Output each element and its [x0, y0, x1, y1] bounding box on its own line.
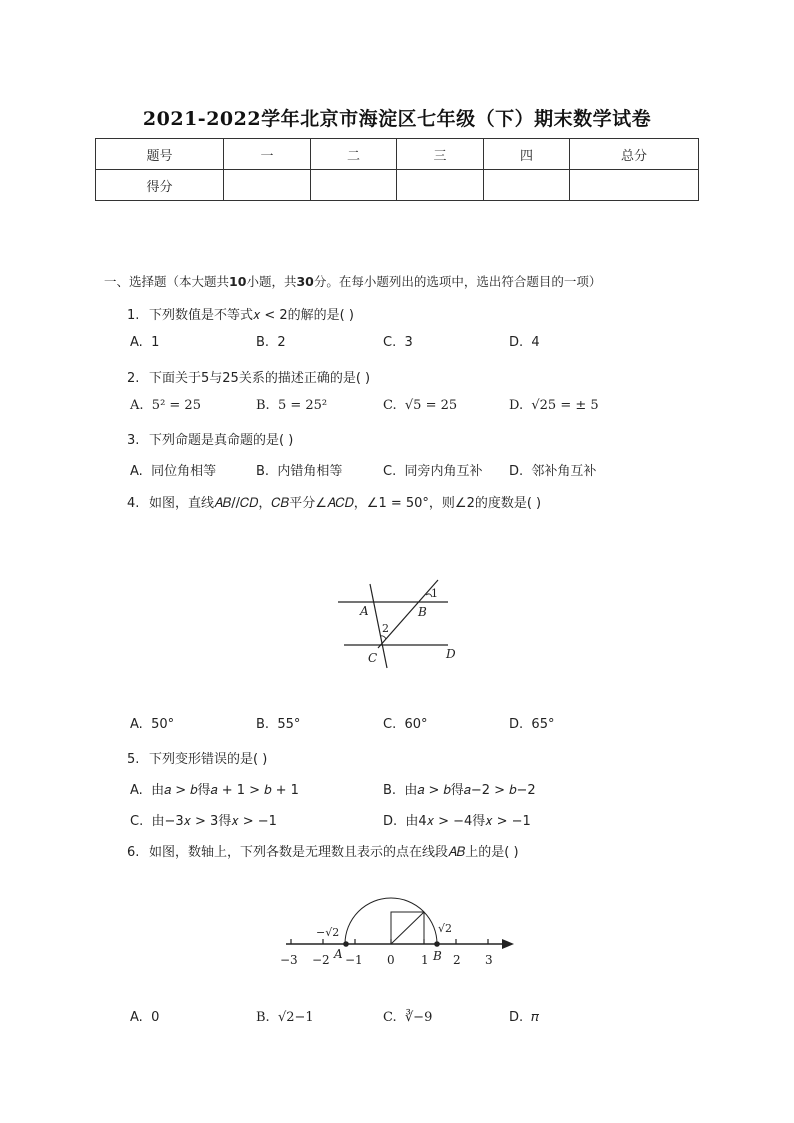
option-d[interactable] — [509, 1010, 539, 1025]
tick-label: 0 — [387, 953, 395, 967]
question-text: 如图，数轴上，下列各数是无理数且表示的点在线段𝐴𝐵上的是( ) — [149, 845, 519, 860]
option-label: A. — [130, 783, 143, 798]
option-label: C. — [383, 335, 397, 350]
option-label: D. — [509, 335, 524, 350]
option-label: B. — [256, 717, 270, 732]
section-title: 一、选择题 — [104, 274, 167, 289]
section-heading — [104, 272, 601, 290]
number-line-figure — [278, 896, 518, 972]
question-text: 下面关于5与25关系的描述正确的是( ) — [149, 371, 371, 386]
label-point-a: A — [334, 947, 343, 961]
option-text: 60° — [404, 717, 428, 732]
score-input-cell[interactable] — [484, 170, 570, 201]
section-points: 30 — [296, 274, 314, 289]
option-text: 55° — [277, 717, 301, 732]
option-a[interactable] — [130, 717, 174, 732]
option-c[interactable] — [383, 1010, 432, 1025]
label-neg-sqrt2: −√2 — [316, 926, 340, 939]
option-b[interactable] — [256, 335, 286, 350]
option-b[interactable] — [256, 1010, 314, 1025]
option-a[interactable] — [130, 335, 159, 350]
option-label: A. — [130, 1010, 143, 1025]
parallel-lines-figure — [330, 578, 470, 670]
option-b[interactable] — [256, 460, 342, 479]
square-diagonal — [391, 912, 424, 944]
option-label: D. — [509, 398, 524, 413]
label-a: A — [360, 604, 369, 618]
option-label: C. — [383, 398, 397, 413]
option-b[interactable] — [383, 779, 536, 798]
option-label: D. — [509, 717, 524, 732]
question-number: 5. — [127, 752, 140, 767]
option-text: 5² = 25 — [151, 398, 201, 413]
question-3 — [127, 429, 293, 448]
option-text: 由4𝑥 > −4得𝑥 > −1 — [405, 814, 531, 829]
option-c[interactable] — [383, 460, 483, 479]
tick-label: 3 — [485, 953, 493, 967]
point-b — [434, 941, 440, 947]
question-2 — [127, 367, 370, 386]
label-b: B — [418, 605, 427, 619]
transversal-cb — [378, 580, 438, 648]
option-label: A. — [130, 464, 143, 479]
option-text: 同旁内角互补 — [404, 464, 483, 479]
option-a[interactable] — [130, 1010, 159, 1025]
option-c[interactable] — [130, 810, 277, 829]
option-text: 1 — [151, 335, 160, 350]
option-label: D. — [509, 464, 524, 479]
label-angle-1: 1 — [431, 587, 438, 600]
score-input-cell[interactable] — [397, 170, 484, 201]
option-c[interactable] — [383, 398, 457, 413]
option-text: 由𝑎 > 𝑏得𝑎−2 > 𝑏−2 — [404, 783, 536, 798]
score-table — [95, 138, 699, 201]
score-input-cell[interactable] — [311, 170, 397, 201]
score-header-cell: 二 — [311, 139, 397, 170]
option-b[interactable] — [256, 717, 300, 732]
option-label: A. — [130, 398, 144, 413]
question-4 — [127, 492, 541, 511]
option-text: ∛−9 — [404, 1010, 433, 1025]
question-number: 3. — [127, 433, 140, 448]
score-header-cell: 题号 — [96, 139, 224, 170]
question-text: 下列变形错误的是( ) — [149, 752, 268, 767]
option-text: 5 = 25² — [277, 398, 328, 413]
option-text: √5 = 25 — [404, 398, 458, 413]
section-note: 分。在每小题列出的选项中，选出符合题目的一项） — [313, 274, 602, 289]
question-number: 6. — [127, 845, 140, 860]
option-label: B. — [256, 335, 270, 350]
option-text: 内错角相等 — [277, 464, 343, 479]
page-title: 2021-2022学年北京市海淀区七年级（下）期末数学试卷 — [142, 108, 652, 130]
number-line-arrow — [502, 939, 514, 949]
section-count: 10 — [229, 274, 247, 289]
section-note: 小题，共 — [246, 274, 297, 289]
tick-label: 1 — [421, 953, 429, 967]
section-note: （本大题共 — [166, 274, 230, 289]
question-5 — [127, 748, 267, 767]
question-number: 4. — [127, 496, 140, 511]
option-label: C. — [383, 717, 397, 732]
score-header-cell: 一 — [224, 139, 311, 170]
label-d: D — [446, 647, 456, 661]
option-text: √2−1 — [277, 1010, 314, 1025]
option-label: C. — [383, 464, 397, 479]
tick-label: −1 — [345, 953, 363, 967]
score-header-cell: 四 — [484, 139, 570, 170]
option-text: 3 — [404, 335, 413, 350]
option-text: 邻补角互补 — [531, 464, 597, 479]
option-label: A. — [130, 335, 143, 350]
option-a[interactable] — [130, 779, 299, 798]
question-text: 下列数值是不等式𝑥 < 2的解的是( ) — [149, 308, 354, 323]
label-angle-2: 2 — [382, 622, 389, 635]
score-header-cell: 总分 — [570, 139, 699, 170]
option-text: 50° — [151, 717, 175, 732]
label-point-b: B — [433, 949, 442, 963]
score-table-score-row — [96, 170, 699, 201]
option-label: C. — [383, 1010, 397, 1025]
option-label: B. — [383, 783, 397, 798]
option-c[interactable] — [383, 717, 428, 732]
option-d[interactable] — [383, 810, 531, 829]
option-text: 由−3𝑥 > 3得𝑥 > −1 — [151, 814, 277, 829]
question-number: 2. — [127, 371, 140, 386]
tick-label: −3 — [280, 953, 298, 967]
option-label: A. — [130, 717, 143, 732]
option-d[interactable] — [509, 398, 599, 413]
option-label: B. — [256, 398, 270, 413]
score-header-cell: 三 — [397, 139, 484, 170]
option-d[interactable] — [509, 717, 554, 732]
option-label: B. — [256, 1010, 270, 1025]
option-text: 同位角相等 — [151, 464, 217, 479]
option-label: D. — [509, 1010, 524, 1025]
label-sqrt2: √2 — [438, 922, 453, 935]
question-6 — [127, 841, 519, 860]
score-input-cell[interactable] — [570, 170, 699, 201]
question-1 — [127, 304, 354, 323]
tick-label: 2 — [453, 953, 461, 967]
tick-label: −2 — [312, 953, 330, 967]
option-label: D. — [383, 814, 398, 829]
option-d[interactable] — [509, 460, 596, 479]
option-a[interactable] — [130, 460, 216, 479]
question-text: 如图，直线𝐴𝐵//𝐶𝐷，𝐶𝐵平分∠𝐴𝐶𝐷，∠1 = 50°，则∠2的度数是( ) — [149, 496, 542, 511]
option-label: C. — [130, 814, 144, 829]
label-c: C — [368, 651, 378, 665]
option-text: 𝜋 — [531, 1010, 540, 1025]
score-table-header-row — [96, 139, 699, 170]
score-input-cell[interactable] — [224, 170, 311, 201]
option-text: 2 — [277, 335, 286, 350]
question-text: 下列命题是真命题的是( ) — [149, 433, 294, 448]
point-a — [343, 941, 349, 947]
option-text: 0 — [151, 1010, 160, 1025]
option-text: 由𝑎 > 𝑏得𝑎 + 1 > 𝑏 + 1 — [151, 783, 299, 798]
option-text: 4 — [531, 335, 540, 350]
option-text: 65° — [531, 717, 555, 732]
option-text: √25 = ± 5 — [531, 398, 599, 413]
option-b[interactable] — [256, 398, 327, 413]
option-c[interactable] — [383, 335, 413, 350]
score-row-label: 得分 — [96, 170, 224, 201]
option-a[interactable] — [130, 398, 201, 413]
question-number: 1. — [127, 308, 140, 323]
option-d[interactable] — [509, 335, 540, 350]
option-label: B. — [256, 464, 270, 479]
